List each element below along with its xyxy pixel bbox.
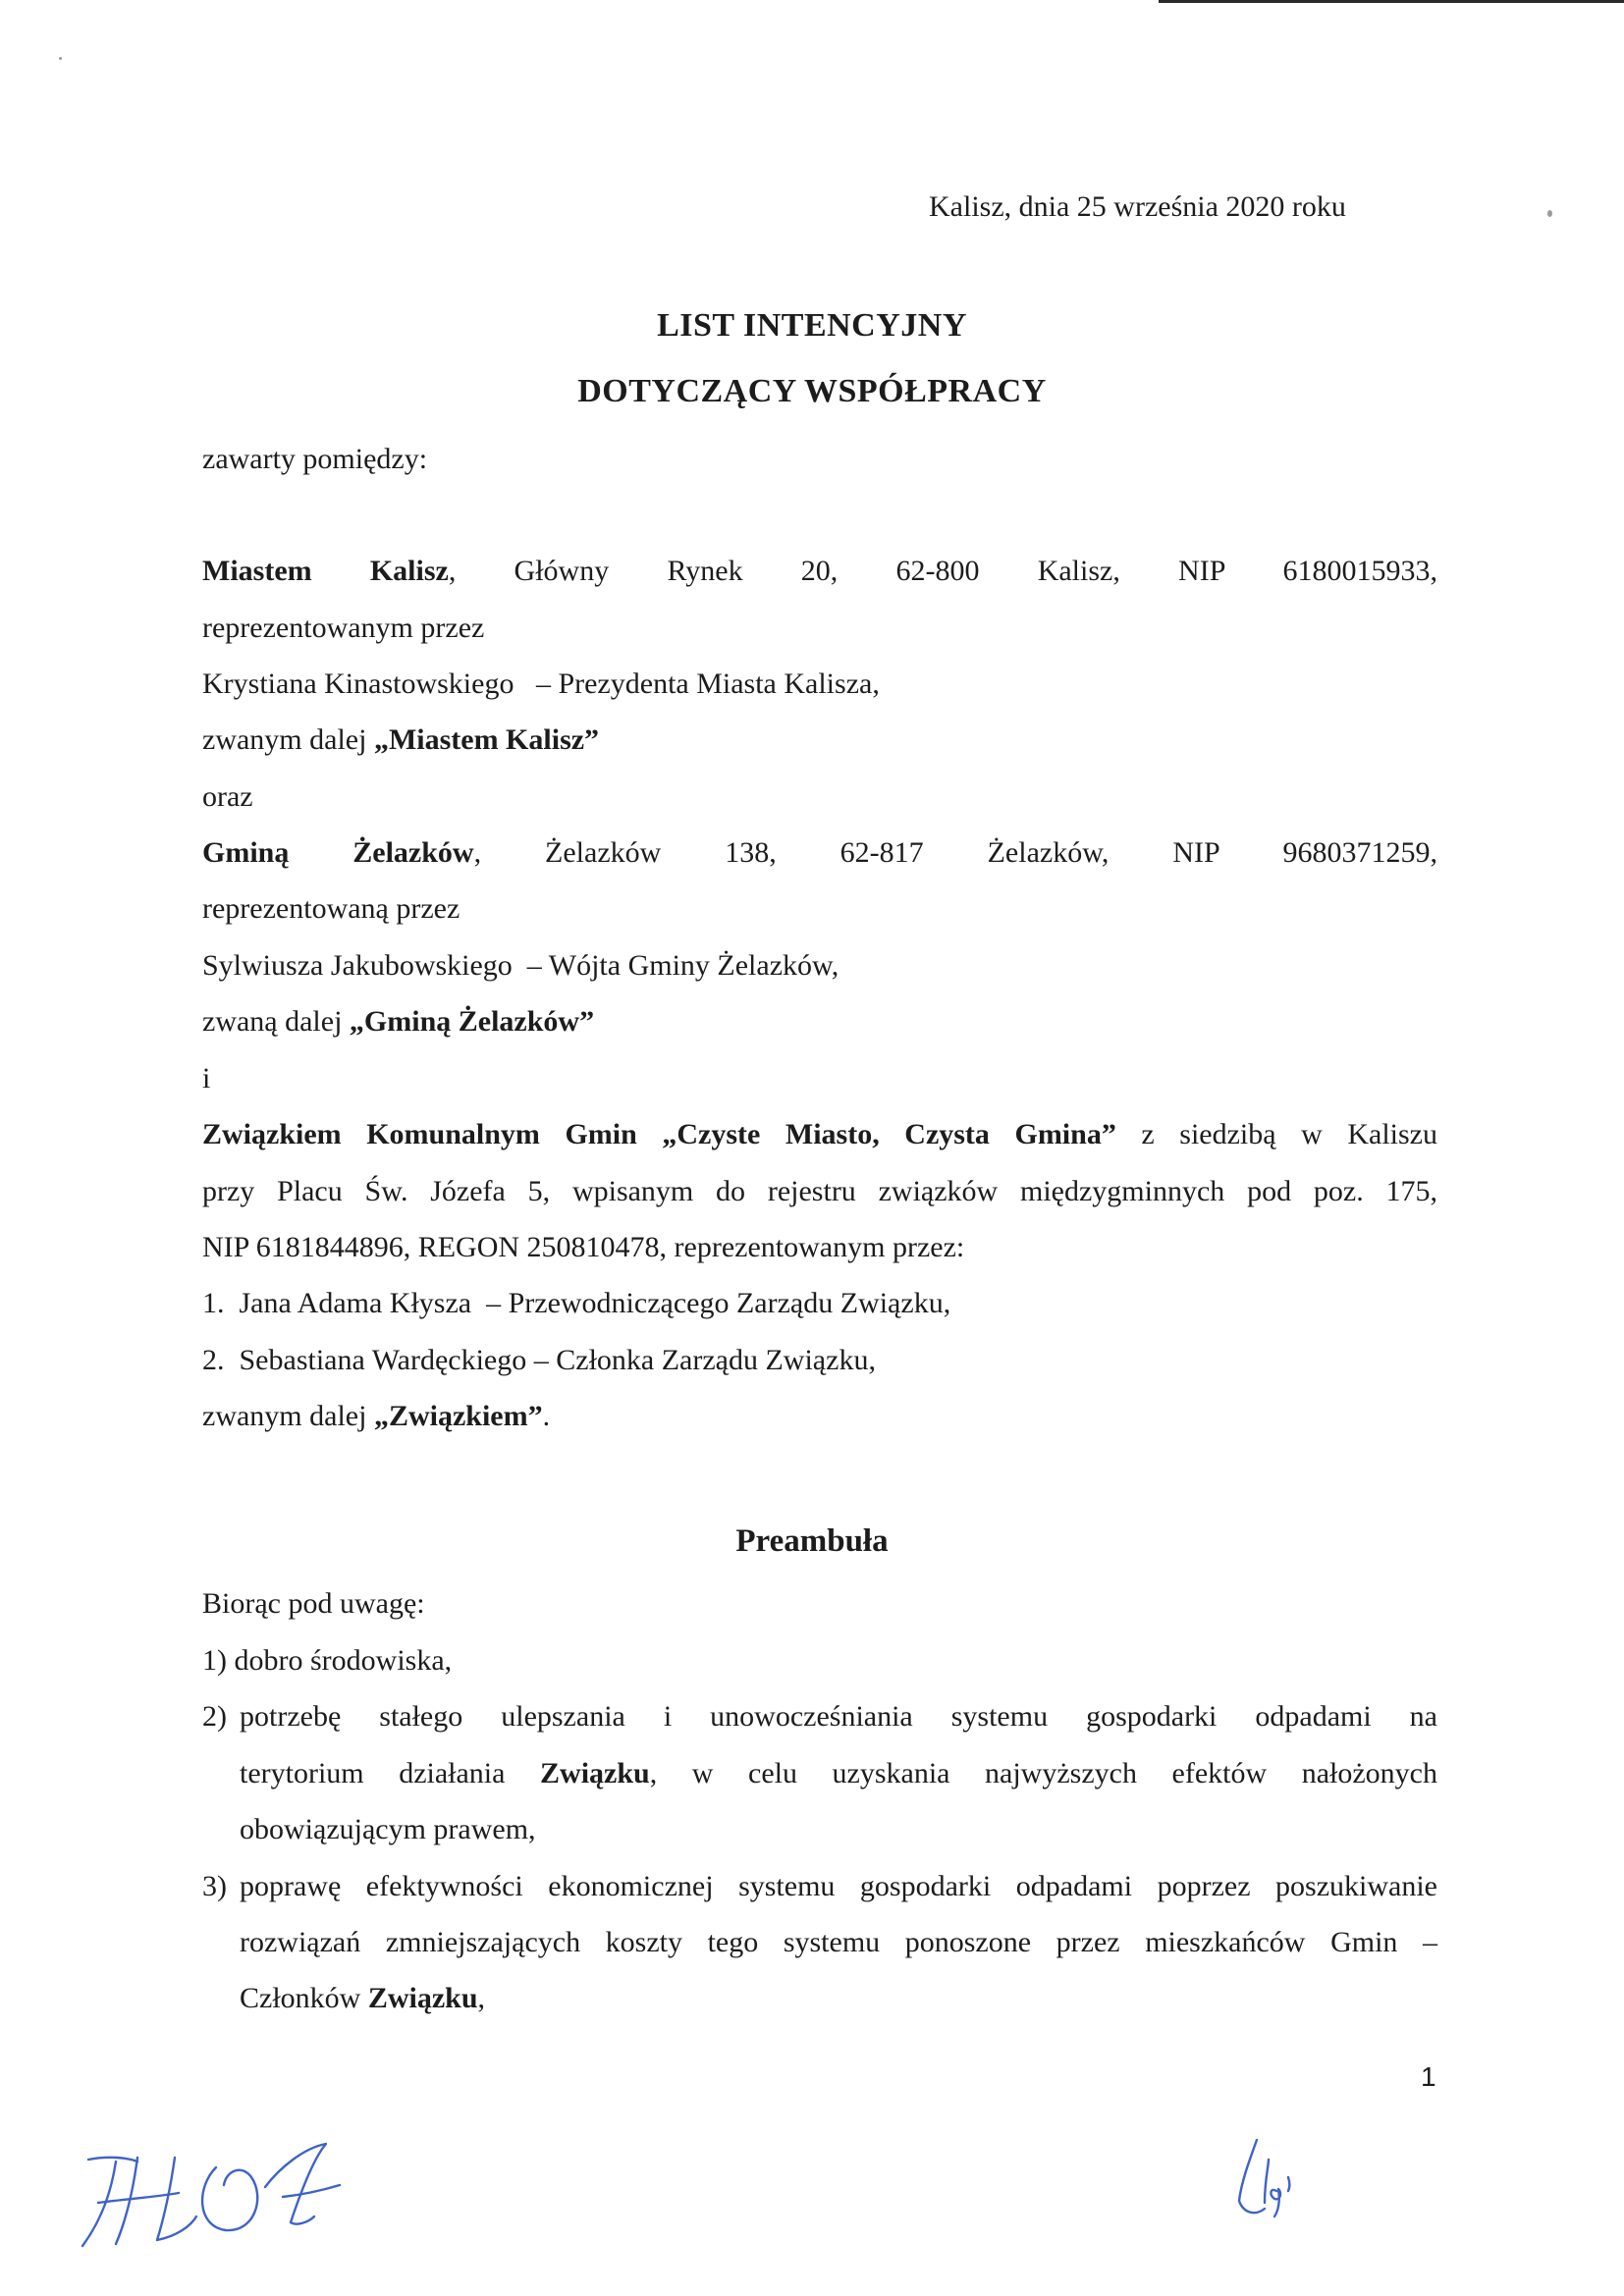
party3-called-prefix: zwanym dalej [202, 1400, 374, 1432]
preamble-lead: Biorąc pod uwagę: [202, 1587, 425, 1620]
party3-name: Związkiem Komunalnym Gmin „Czyste Miasto, Czysta Gmina” [202, 1118, 1116, 1150]
party2-called-prefix: zwaną dalej [202, 1005, 350, 1038]
rep-text: Jana Adama Kłysza – Przewodniczącego Zarządu Związku, [239, 1287, 951, 1319]
rep-number: 2. [202, 1344, 225, 1376]
party3-rep-1 [202, 1286, 950, 1321]
party2-line [202, 835, 1437, 871]
item2-bold: Związku [540, 1757, 650, 1789]
intro-text: zawarty pomiędzy: [202, 443, 428, 475]
party3-line2: przy Placu Św. Józefa 5, wpisanym do rejestru związków międzygminnych pod poz. 175, [202, 1175, 1437, 1207]
preamble-item-2-line1: potrzebę stałego ulepszania i unowocześniania systemu gospodarki odpadami na [240, 1700, 1437, 1733]
conjunction-oraz: oraz [202, 780, 253, 813]
preamble-item-3-line3 [240, 1981, 485, 2016]
party3-line3: NIP 6181844896, REGON 250810478, reprezentowanym przez: [202, 1231, 965, 1263]
party1-called-prefix: zwanym dalej [202, 723, 374, 756]
item-number: 1) [202, 1644, 227, 1677]
party3-called-name: „Związkiem” [373, 1400, 543, 1432]
party1-represented: reprezentowanym przez [202, 612, 485, 644]
party1-name: Miastem Kalisz [202, 555, 449, 587]
preamble-item-3-line1: poprawę efektywności ekonomicznej systemu gospodarki odpadami poprzez poszukiwanie [240, 1870, 1437, 1902]
item3-text-a: Członków [240, 1982, 368, 2014]
party2-representative: Sylwiusza Jakubowskiego – Wójta Gminy Żelazków, [202, 949, 839, 982]
item2-text-a: terytorium działania [240, 1757, 541, 1789]
party3-line1 [202, 1117, 1437, 1152]
item3-bold: Związku [367, 1982, 478, 2014]
party1-line [202, 554, 1437, 589]
party2-name: Gminą Żelazków [202, 836, 474, 869]
document-title: LIST INTENCYJNY [657, 307, 967, 344]
party1-called-name: „Miastem Kalisz” [373, 723, 600, 756]
party2-called-name: „Gminą Żelazków” [349, 1005, 595, 1038]
scan-speck [59, 57, 62, 60]
preamble-item-2-line3: obowiązującym prawem, [240, 1813, 536, 1845]
handwritten-signature-left [69, 2128, 353, 2256]
rep-number: 1. [202, 1287, 225, 1319]
party3-called-suffix: . [542, 1400, 551, 1432]
preamble-item-3-line2: rozwiązań zmniejszających koszty tego systemu ponoszone przez mieszkańców Gmin – [240, 1926, 1437, 1958]
preamble-item-2-line2 [240, 1756, 1437, 1791]
party3-seat: z siedzibą w Kaliszu [1115, 1118, 1437, 1150]
scan-edge-line [1159, 0, 1624, 3]
item3-text-b: , [477, 1982, 486, 2014]
conjunction-i: i [202, 1062, 211, 1095]
handwritten-signature-right [1225, 2132, 1324, 2230]
date-line: Kalisz, dnia 25 września 2020 roku [929, 190, 1346, 223]
rep-text: Sebastiana Wardęckiego – Członka Zarządu Związku, [239, 1344, 876, 1376]
preamble-heading: Preambuła [735, 1523, 889, 1559]
preamble-item-2-number: 2) [202, 1700, 227, 1733]
preamble-item-3-number: 3) [202, 1870, 227, 1902]
party3-called [202, 1399, 550, 1434]
preamble-item-1 [202, 1643, 452, 1679]
item-text: dobro środowiska, [234, 1644, 453, 1677]
party2-represented: reprezentowaną przez [202, 892, 460, 925]
party3-rep-2 [202, 1343, 876, 1378]
item2-text-b: , w celu uzyskania najwyższych efektów nałożonych [649, 1757, 1437, 1789]
page-number: 1 [1421, 2061, 1436, 2092]
party2-address: , Żelazków 138, 62-817 Żelazków, NIP 9680371259, [473, 836, 1438, 869]
party1-address: , Główny Rynek 20, 62-800 Kalisz, NIP 6180015933, [448, 555, 1437, 587]
document-subtitle: DOTYCZĄCY WSPÓŁPRACY [577, 373, 1047, 409]
party2-called [202, 1004, 594, 1040]
scan-speck [1547, 210, 1552, 217]
party1-representative: Krystiana Kinastowskiego – Prezydenta Miasta Kalisza, [202, 667, 880, 700]
party1-called [202, 722, 599, 758]
